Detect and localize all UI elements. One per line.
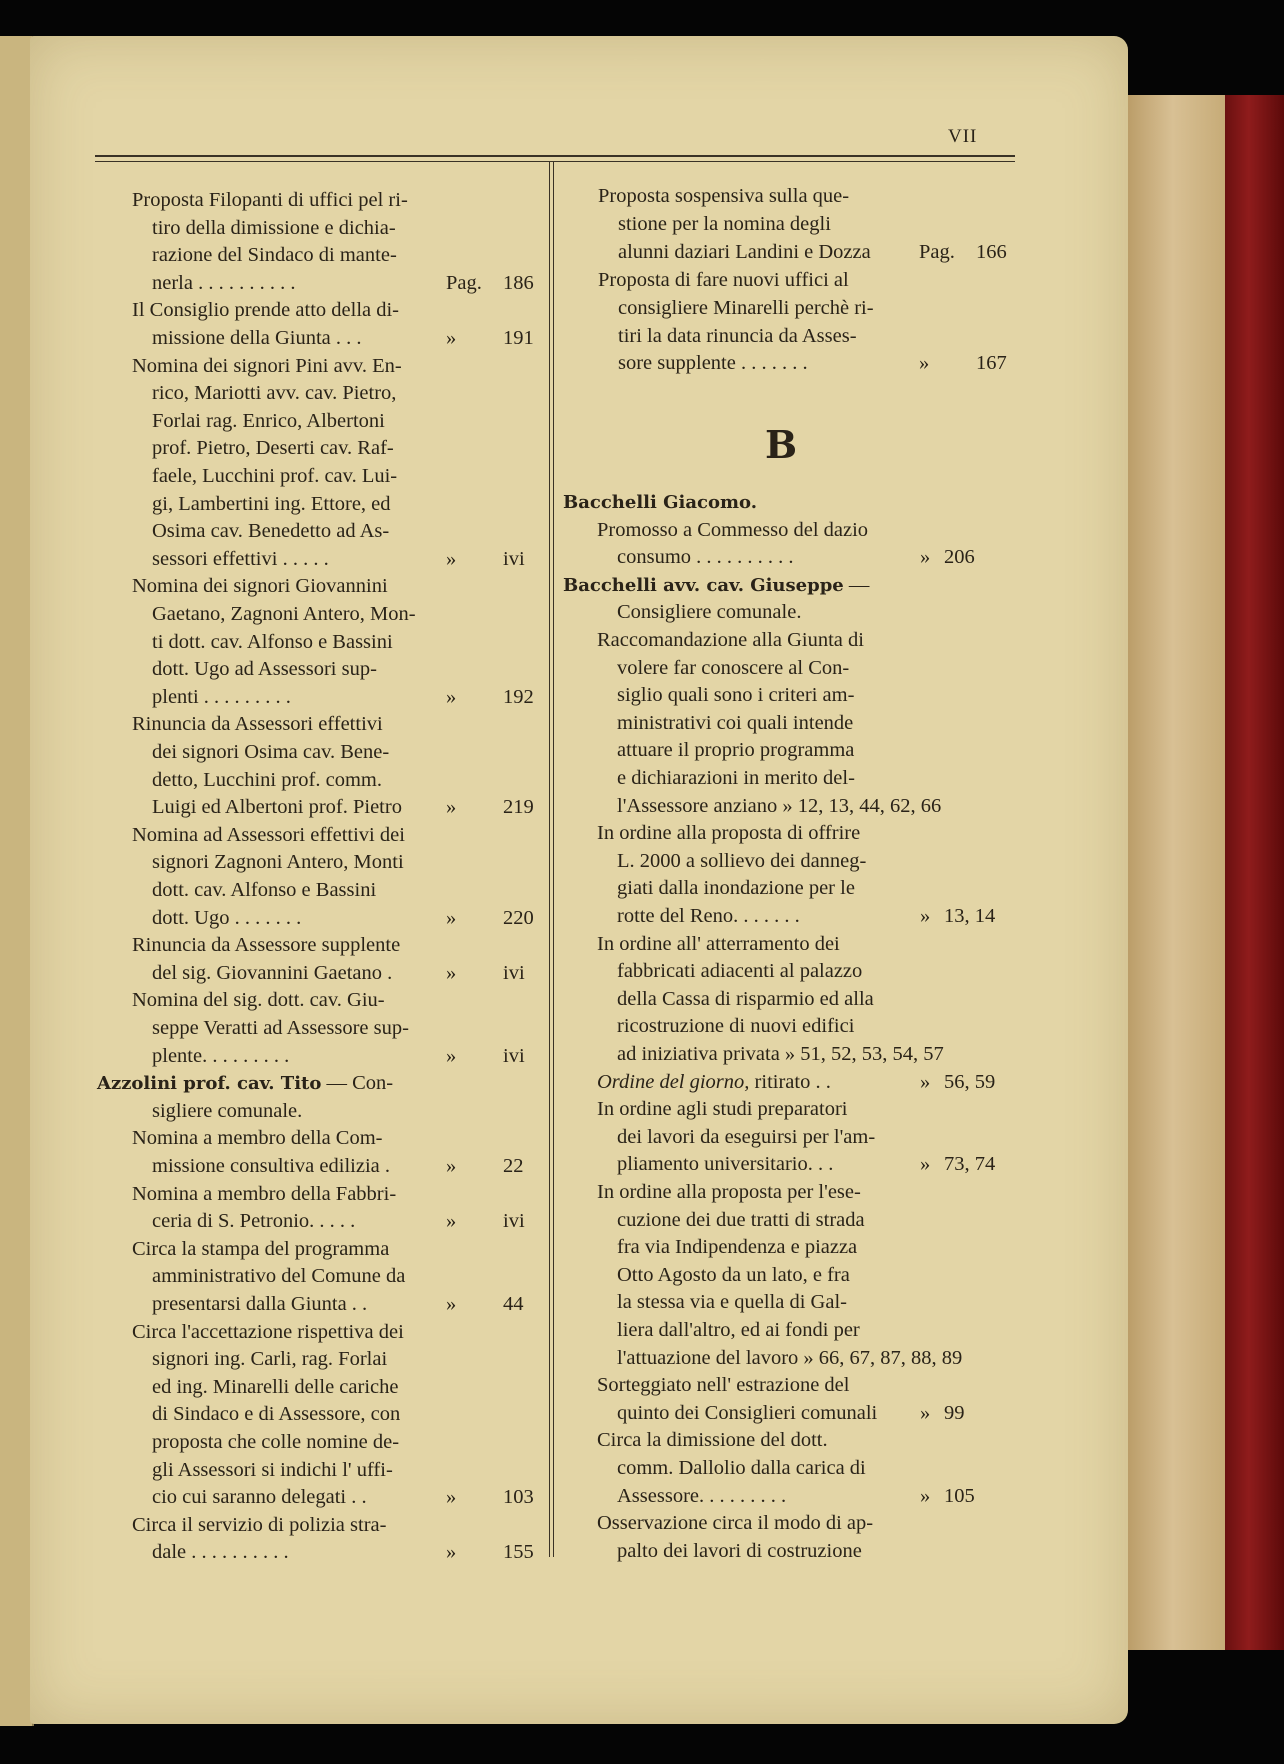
- index-line: [152, 1043, 289, 1069]
- column-divider: [553, 162, 554, 1557]
- entry-text: sigliere comunale.: [152, 1099, 303, 1122]
- index-line: [617, 958, 862, 984]
- entry-text: Proposta di fare nuovi uffici al: [598, 268, 849, 291]
- index-line: [152, 1208, 355, 1234]
- entry-text: gli Assessori si indichi l' uffi-: [152, 1458, 393, 1481]
- entry-text: Promosso a Commesso del dazio: [597, 518, 869, 541]
- index-line: [152, 1015, 409, 1041]
- entry-text: amministrativo del Comune da: [152, 1265, 406, 1288]
- entry-text: dale . . . . . . . . . .: [152, 1541, 289, 1564]
- index-line: [618, 211, 831, 237]
- index-line: [598, 183, 849, 209]
- entry-text: della Cassa di risparmio ed alla: [617, 987, 874, 1010]
- left-page-edge: [0, 36, 34, 1726]
- index-line: [132, 1125, 383, 1151]
- entry-text: — Con-: [321, 1072, 394, 1095]
- entry-text: ministrativi coi quali intende: [617, 711, 854, 734]
- entry-text: sore supplente . . . . . . .: [618, 352, 808, 375]
- entry-text: l'attuazione del lavoro » 66, 67, 87, 88, 89: [617, 1346, 963, 1369]
- header-rule: [95, 155, 1015, 157]
- index-line: [617, 1041, 944, 1067]
- index-line: [152, 518, 389, 544]
- entry-text: Rinuncia da Assessore supplente: [132, 934, 401, 957]
- index-line: [617, 1289, 847, 1315]
- index-line: [617, 1234, 857, 1260]
- index-line: [152, 601, 416, 627]
- page-ref-marker: »: [920, 1153, 931, 1176]
- entry-text: di Sindaco e di Assessore, con: [152, 1403, 401, 1426]
- index-line: [597, 517, 868, 543]
- page-number-ref: 155: [503, 1541, 534, 1564]
- entry-text: proposta che colle nomine de-: [152, 1431, 400, 1453]
- index-line: [132, 297, 399, 323]
- page-ref-marker: »: [446, 1486, 457, 1509]
- index-line: [152, 1098, 302, 1124]
- entry-text: In ordine agli studi preparatori: [597, 1098, 848, 1121]
- index-line: [132, 932, 400, 958]
- page-number-ref: 166: [976, 240, 1007, 263]
- entry-text: faele, Lucchini prof. cav. Lui-: [152, 465, 398, 487]
- page-ref-marker: »: [446, 906, 457, 929]
- entry-text: tiri la data rinuncia da Asses-: [618, 324, 857, 347]
- entry-text: Circa l'accettazione rispettiva dei: [132, 1320, 404, 1343]
- book-cover: [1225, 95, 1284, 1650]
- entry-text: signori ing. Carli, rag. Forlai: [152, 1348, 388, 1371]
- page-ref-marker: Pag.: [446, 271, 482, 294]
- index-line: [597, 1069, 831, 1095]
- page-ref-marker: »: [446, 1210, 457, 1233]
- index-line: [152, 877, 376, 903]
- index-line: [617, 875, 855, 901]
- index-line: [152, 767, 382, 793]
- index-line: [617, 655, 849, 681]
- index-line: [152, 905, 301, 931]
- index-line: [152, 1429, 399, 1455]
- index-line: [617, 1124, 875, 1150]
- entry-text: dei lavori da eseguirsi per l'am-: [617, 1125, 876, 1148]
- page-ref-marker: Pag.: [919, 240, 955, 263]
- page-ref-marker: »: [920, 1484, 931, 1507]
- page-ref-marker: »: [446, 547, 457, 570]
- page-number-ref: 192: [503, 685, 534, 708]
- entry-text: Nomina ad Assessori effettivi dei: [132, 823, 405, 846]
- entry-text: consigliere Minarelli perchè ri-: [618, 296, 874, 319]
- entry-text: comm. Dallolio dalla carica di: [617, 1457, 866, 1479]
- entry-text: detto, Lucchini prof. comm.: [152, 768, 382, 791]
- index-line: [598, 267, 849, 293]
- entry-text: e dichiarazioni in merito del-: [617, 767, 855, 789]
- entry-text: consumo . . . . . . . . . .: [617, 546, 794, 569]
- entry-text: missione consultiva edilizia .: [152, 1155, 390, 1177]
- entry-text: l'Assessore anziano » 12, 13, 44, 62, 66: [617, 794, 942, 817]
- index-line: [618, 295, 874, 321]
- index-line: [597, 931, 840, 957]
- entry-text: Luigi ed Albertoni prof. Pietro: [152, 796, 402, 819]
- entry-heading: Azzolini prof. cav. Tito: [97, 1073, 322, 1095]
- index-line: [132, 187, 408, 213]
- index-line: [152, 794, 402, 820]
- page-ref-marker: »: [920, 905, 931, 927]
- index-line: [132, 987, 385, 1013]
- index-line: [152, 463, 397, 489]
- page-number-ref: 219: [503, 796, 534, 819]
- index-line: [152, 1374, 398, 1400]
- index-line: [152, 408, 385, 434]
- index-line: [617, 737, 854, 763]
- page-ref-marker: »: [446, 1541, 457, 1564]
- entry-heading: Bacchelli avv. cav. Giuseppe: [563, 574, 844, 596]
- page-number-ref: 73, 74: [944, 1153, 996, 1176]
- entry-text: fabbricati adiacenti al palazzo: [617, 960, 863, 983]
- index-line: [597, 1179, 861, 1205]
- index-line: [563, 572, 869, 599]
- index-line: [132, 1512, 386, 1538]
- entry-text: plenti . . . . . . . . .: [152, 685, 291, 708]
- index-line: [597, 1510, 873, 1536]
- index-line: [617, 599, 801, 625]
- header-rule-thin: [95, 161, 1015, 162]
- entry-text: dott. Ugo ad Assessori sup-: [152, 658, 377, 681]
- entry-text: plente. . . . . . . . .: [152, 1044, 290, 1067]
- entry-text: giati dalla inondazione per le: [617, 877, 855, 900]
- entry-text: In ordine all' atterramento dei: [597, 932, 840, 955]
- index-line: [152, 1457, 393, 1483]
- entry-text: signori Zagnoni Antero, Monti: [152, 851, 404, 874]
- index-line: [617, 1400, 877, 1426]
- entry-text: attuare il proprio programma: [617, 739, 855, 762]
- entry-text: quinto dei Consiglieri comunali: [617, 1401, 878, 1424]
- index-line: [97, 1070, 393, 1097]
- section-letter: B: [765, 422, 798, 467]
- index-line: [152, 491, 391, 517]
- entry-text: pliamento universitario. . .: [617, 1153, 834, 1176]
- index-line: [597, 627, 864, 653]
- index-line: [152, 739, 389, 765]
- index-line: [617, 682, 854, 708]
- entry-text: siglio quali sono i criteri am-: [617, 684, 855, 707]
- index-line: [152, 380, 396, 406]
- page-number-ref: ivi: [503, 1044, 525, 1067]
- index-line: [618, 239, 871, 265]
- page-ref-marker: »: [446, 796, 457, 819]
- page-number-ref: 56, 59: [944, 1070, 996, 1093]
- entry-text: cio cui saranno delegati . .: [152, 1486, 367, 1509]
- page-number-ref: 44: [503, 1293, 524, 1315]
- entry-text: rico, Mariotti avv. cav. Pietro,: [152, 382, 397, 405]
- entry-text: Osservazione circa il modo di ap-: [597, 1512, 874, 1535]
- index-line: [152, 1484, 367, 1510]
- entry-text: presentarsi dalla Giunta . .: [152, 1293, 368, 1315]
- entry-heading: Bacchelli Giacomo.: [563, 492, 757, 513]
- index-line: [132, 1319, 404, 1345]
- entry-text: del sig. Giovannini Gaetano .: [152, 961, 393, 984]
- entry-text: ritirato . .: [749, 1070, 831, 1093]
- index-line: [597, 1427, 828, 1453]
- entry-text: ad iniziativa privata » 51, 52, 53, 54, 57: [617, 1043, 944, 1065]
- entry-text: volere far conoscere al Con-: [617, 656, 850, 679]
- entry-text: —: [843, 573, 870, 596]
- entry-text: ed ing. Minarelli delle cariche: [152, 1375, 399, 1398]
- entry-text: tiro della dimissione e dichia-: [152, 216, 396, 239]
- index-line: [563, 489, 757, 516]
- entry-text: dei signori Osima cav. Bene-: [152, 741, 390, 763]
- page-ref-marker: »: [446, 1044, 457, 1067]
- entry-text: razione del Sindaco di mante-: [152, 244, 397, 267]
- index-line: [618, 323, 857, 349]
- entry-text: In ordine alla proposta per l'ese-: [597, 1181, 861, 1203]
- entry-text: liera dall'altro, ed ai fondi per: [617, 1319, 860, 1341]
- page-number-ref: ivi: [503, 1210, 525, 1233]
- entry-text: fra via Indipendenza e piazza: [617, 1236, 858, 1259]
- entry-text: seppe Veratti ad Assessore sup-: [152, 1017, 409, 1039]
- index-line: [617, 986, 874, 1012]
- entry-text: gi, Lambertini ing. Ettore, ed: [152, 492, 391, 515]
- entry-text: Raccomandazione alla Giunta di: [597, 629, 864, 651]
- index-line: [617, 1151, 833, 1177]
- index-line: [617, 1345, 962, 1371]
- page-number-ref: 103: [503, 1486, 534, 1509]
- page-ref-marker: »: [446, 327, 457, 349]
- index-line: [132, 573, 388, 599]
- index-line: [152, 1153, 390, 1179]
- entry-text: Circa la stampa del programma: [132, 1237, 390, 1260]
- page-number-ref: ivi: [503, 961, 525, 984]
- index-line: [152, 546, 329, 572]
- page-number-ref: 206: [944, 546, 975, 569]
- index-line: [617, 1207, 865, 1233]
- entry-text: stione per la nomina degli: [618, 212, 831, 235]
- page-ref-marker: »: [919, 352, 930, 375]
- entry-text: Assessore. . . . . . . . .: [617, 1484, 787, 1507]
- index-line: [132, 1236, 389, 1262]
- entry-text: Otto Agosto da un lato, e fra: [617, 1263, 850, 1286]
- index-line: [152, 684, 291, 710]
- page-number-ref: 191: [503, 327, 534, 349]
- page-number-ref: 167: [976, 352, 1007, 375]
- index-line: [152, 215, 396, 241]
- index-line: [152, 960, 392, 986]
- entry-text: Sorteggiato nell' estrazione del: [597, 1374, 850, 1397]
- index-line: [152, 435, 394, 461]
- index-line: [597, 820, 860, 846]
- entry-text: Consigliere comunale.: [617, 601, 802, 624]
- entry-text: Il Consiglio prende atto della di-: [132, 299, 400, 322]
- page-number-ref: 13, 14: [944, 905, 996, 927]
- index-line: [597, 1372, 849, 1398]
- index-line: [152, 325, 362, 351]
- entry-text: In ordine alla proposta di offrire: [597, 822, 861, 845]
- entry-text: missione della Giunta . . .: [152, 327, 362, 349]
- entry-text: cuzione dei due tratti di strada: [617, 1208, 865, 1231]
- index-line: [152, 849, 404, 875]
- entry-text: prof. Pietro, Deserti cav. Raf-: [152, 437, 394, 460]
- page-ref-marker: »: [446, 1155, 457, 1177]
- index-line: [152, 270, 295, 296]
- index-line: [132, 1181, 396, 1207]
- index-line: [597, 1096, 847, 1122]
- entry-text: Gaetano, Zagnoni Antero, Mon-: [152, 603, 416, 625]
- entry-text: dott. Ugo . . . . . . .: [152, 906, 302, 929]
- entry-text: palto dei lavori di costruzione: [617, 1539, 862, 1562]
- index-line: [152, 1291, 367, 1317]
- index-line: [617, 1013, 854, 1039]
- entry-text: Nomina dei signori Pini avv. En-: [132, 354, 402, 377]
- index-line: [617, 1483, 786, 1509]
- entry-text: alunni daziari Landini e Dozza: [618, 240, 871, 263]
- entry-text: ceria di S. Petronio. . . . .: [152, 1210, 356, 1233]
- entry-text: Circa il servizio di polizia stra-: [132, 1513, 387, 1536]
- index-line: [617, 1538, 862, 1564]
- index-line: [617, 1262, 850, 1288]
- page-ref-marker: »: [446, 961, 457, 984]
- index-line: [152, 1539, 289, 1565]
- index-line: [617, 1455, 866, 1481]
- entry-text: ti dott. cav. Alfonso e Bassini: [152, 630, 393, 653]
- index-line: [617, 710, 853, 736]
- entry-text: Nomina del sig. dott. cav. Giu-: [132, 989, 385, 1012]
- index-line: [132, 353, 402, 379]
- page-number-ref: 220: [503, 906, 534, 929]
- page-ref-marker: »: [920, 546, 931, 569]
- page-number-ref: 105: [944, 1484, 975, 1507]
- index-line: [617, 848, 866, 874]
- entry-text: la stessa via e quella di Gal-: [617, 1291, 847, 1314]
- entry-text: ricostruzione di nuovi edifici: [617, 1015, 855, 1038]
- entry-text: Rinuncia da Assessori effettivi: [132, 713, 383, 736]
- entry-text: rotte del Reno. . . . . . .: [617, 905, 800, 927]
- index-line: [618, 350, 808, 376]
- index-line: [617, 1317, 860, 1343]
- index-line: [617, 544, 794, 570]
- entry-text: dott. cav. Alfonso e Bassini: [152, 879, 377, 901]
- index-line: [152, 1263, 405, 1289]
- index-line: [152, 1401, 400, 1427]
- page-number-ref: 99: [944, 1401, 965, 1424]
- index-line: [132, 822, 405, 848]
- entry-text: Forlai rag. Enrico, Albertoni: [152, 409, 385, 432]
- entry-text: Osima cav. Benedetto ad As-: [152, 520, 390, 543]
- entry-text: L. 2000 a sollievo dei danneg-: [617, 849, 867, 872]
- page-ref-marker: »: [920, 1401, 931, 1424]
- page-number: VII: [948, 126, 978, 147]
- index-line: [152, 629, 393, 655]
- index-line: [617, 903, 800, 929]
- page-number-ref: ivi: [503, 547, 525, 570]
- index-line: [152, 1346, 387, 1372]
- entry-text: sessori effettivi . . . . .: [152, 547, 329, 570]
- entry-text: Proposta sospensiva sulla que-: [598, 185, 850, 207]
- entry-text: Proposta Filopanti di uffici pel ri-: [132, 189, 408, 211]
- index-line: [132, 711, 383, 737]
- index-line: [617, 765, 855, 791]
- page-number-ref: 22: [503, 1155, 524, 1177]
- entry-text: Circa la dimissione del dott.: [597, 1429, 828, 1452]
- entry-text: Nomina a membro della Fabbri-: [132, 1182, 397, 1205]
- page-ref-marker: »: [446, 1293, 457, 1315]
- entry-italic: Ordine del giorno,: [597, 1070, 750, 1093]
- page-ref-marker: »: [446, 685, 457, 708]
- column-divider: [549, 162, 550, 1557]
- entry-text: nerla . . . . . . . . . .: [152, 271, 296, 294]
- index-line: [152, 656, 377, 682]
- index-line: [617, 793, 941, 819]
- page-ref-marker: »: [920, 1070, 931, 1093]
- page-number-ref: 186: [503, 271, 534, 294]
- entry-text: Nomina a membro della Com-: [132, 1127, 383, 1150]
- index-line: [152, 242, 397, 268]
- entry-text: Nomina dei signori Giovannini: [132, 575, 388, 598]
